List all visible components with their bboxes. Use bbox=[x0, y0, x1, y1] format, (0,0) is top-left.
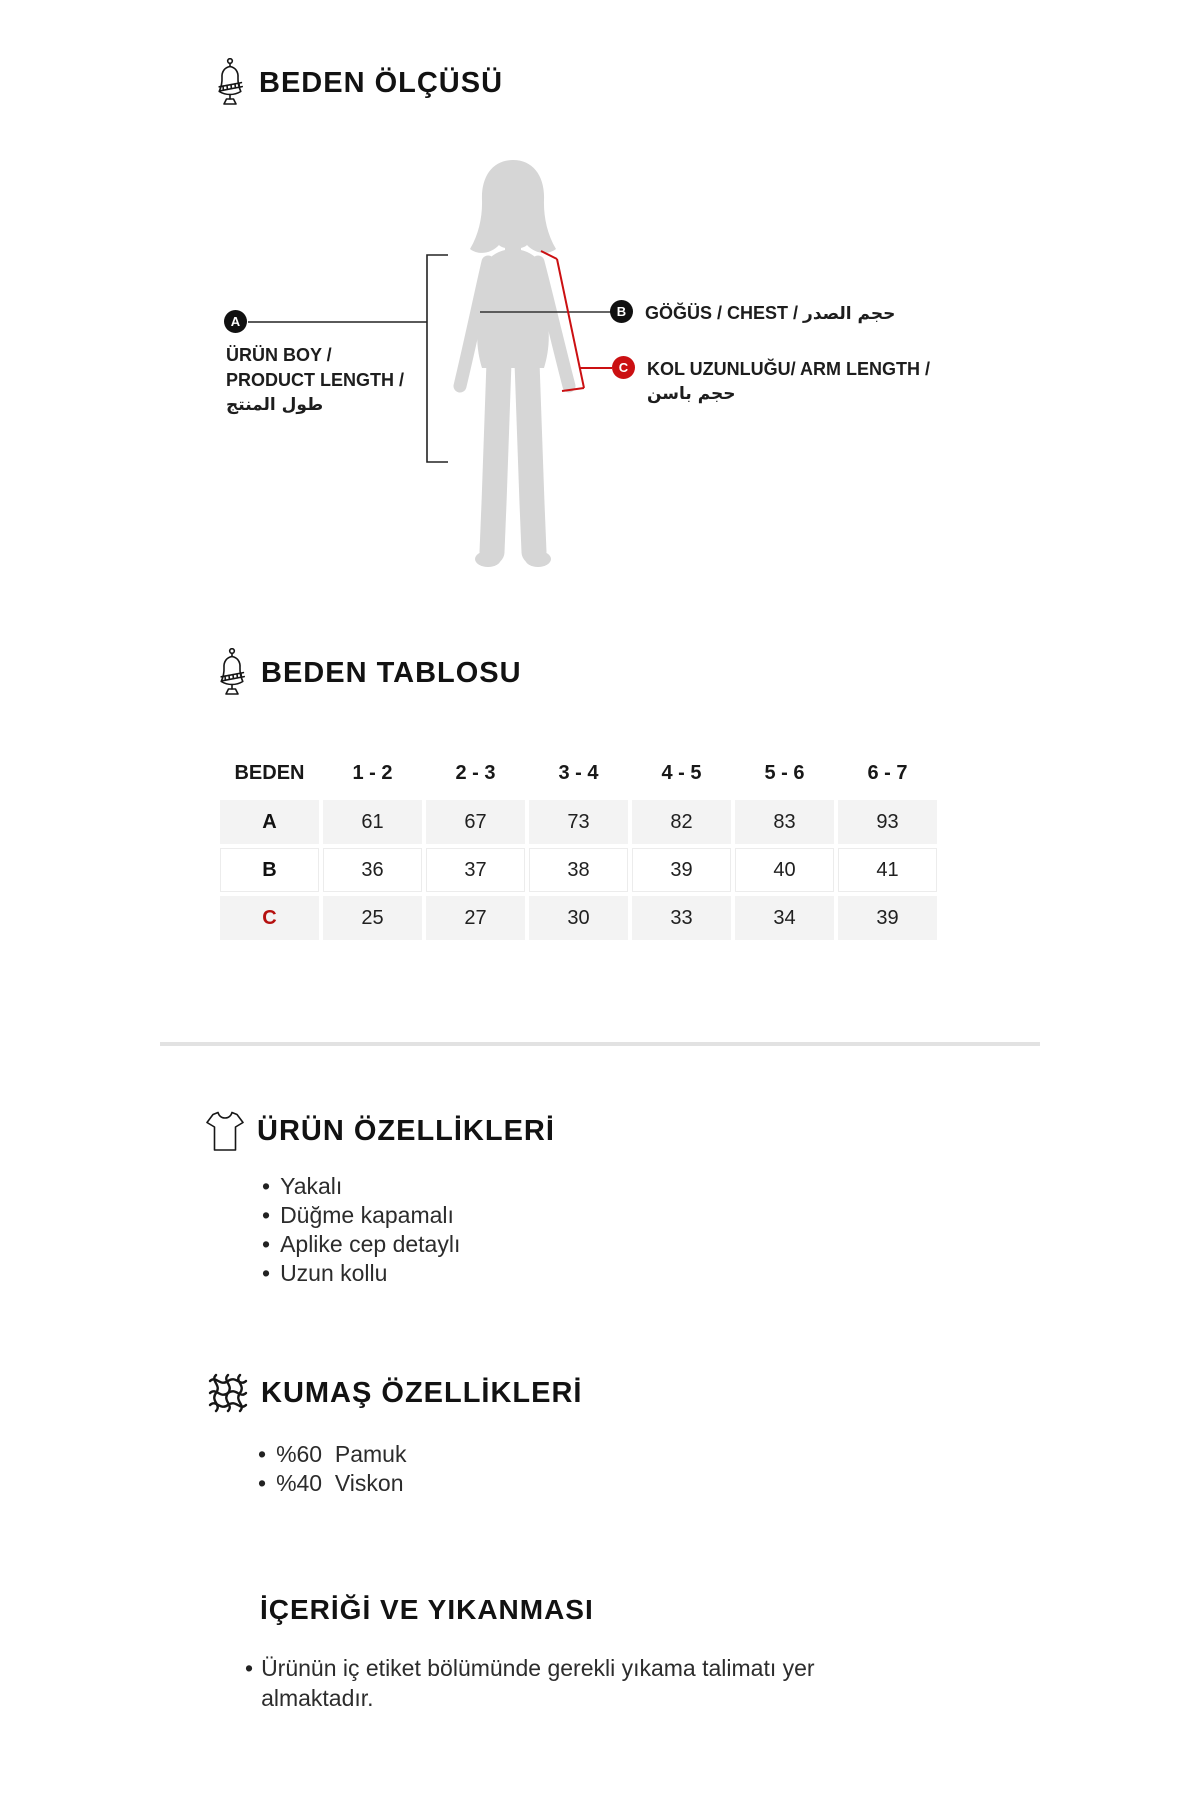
table-row-c bbox=[220, 896, 937, 940]
cell: 93 bbox=[838, 800, 937, 844]
feature-text: Düğme kapamalı bbox=[280, 1202, 454, 1228]
cell: 39 bbox=[632, 848, 731, 892]
cell: 27 bbox=[426, 896, 525, 940]
table-row-b bbox=[220, 848, 937, 892]
size-table-title: BEDEN TABLOSU bbox=[261, 656, 522, 689]
label-product-length-en: PRODUCT LENGTH / bbox=[226, 370, 404, 390]
cell: 34 bbox=[735, 896, 834, 940]
point-a-letter: A bbox=[230, 314, 241, 329]
bullet: • bbox=[258, 1470, 267, 1496]
label-product-length-tr: ÜRÜN BOY / bbox=[226, 345, 332, 365]
cell: 37 bbox=[426, 848, 525, 892]
cell: 67 bbox=[426, 800, 525, 844]
row-label: C bbox=[220, 896, 319, 940]
list-item bbox=[262, 1230, 460, 1259]
feature-text: Uzun kollu bbox=[280, 1260, 388, 1286]
fabric-features-title: KUMAŞ ÖZELLİKLERİ bbox=[261, 1376, 583, 1409]
row-label: A bbox=[220, 800, 319, 844]
product-features-list bbox=[262, 1172, 460, 1288]
bullet: • bbox=[262, 1260, 271, 1286]
label-arm-length-text: KOL UZUNLUĞU/ ARM LENGTH / bbox=[647, 359, 930, 379]
label-product-length bbox=[226, 343, 404, 418]
list-item bbox=[245, 1653, 906, 1713]
list-item bbox=[262, 1172, 460, 1201]
point-c-letter: C bbox=[618, 360, 629, 375]
fabric-weave-icon bbox=[207, 1372, 249, 1414]
cell: 61 bbox=[323, 800, 422, 844]
cell: 41 bbox=[838, 848, 937, 892]
feature-text: Yakalı bbox=[280, 1173, 343, 1199]
fabric-text: %60 Pamuk bbox=[276, 1441, 407, 1467]
row-label: B bbox=[220, 848, 319, 892]
point-c-badge bbox=[612, 356, 635, 379]
size-measure-header bbox=[213, 58, 503, 108]
fabric-features-header bbox=[207, 1372, 583, 1414]
bullet: • bbox=[245, 1655, 254, 1681]
cell: 39 bbox=[838, 896, 937, 940]
cell: 82 bbox=[632, 800, 731, 844]
cell: 73 bbox=[529, 800, 628, 844]
bullet: • bbox=[262, 1173, 271, 1199]
label-product-length-ar: طول المنتج bbox=[226, 395, 324, 415]
label-chest-ar: حجم الصدر bbox=[803, 304, 896, 324]
cell: 83 bbox=[735, 800, 834, 844]
bullet: • bbox=[258, 1441, 267, 1467]
cell: 33 bbox=[632, 896, 731, 940]
point-b-letter: B bbox=[616, 304, 627, 319]
list-item bbox=[262, 1201, 460, 1230]
feature-text: Aplike cep detaylı bbox=[280, 1231, 461, 1257]
care-list bbox=[245, 1653, 906, 1713]
measurement-diagram bbox=[0, 130, 1200, 610]
size-table-header bbox=[215, 648, 522, 698]
list-item bbox=[262, 1259, 460, 1288]
point-a-badge bbox=[224, 310, 247, 333]
point-b-badge bbox=[610, 300, 633, 323]
tshirt-icon bbox=[205, 1110, 245, 1152]
cell: 40 bbox=[735, 848, 834, 892]
label-arm-length bbox=[647, 357, 930, 407]
mannequin-icon bbox=[215, 648, 249, 698]
cell: 30 bbox=[529, 896, 628, 940]
label-chest-text: GÖĞÜS / CHEST / bbox=[645, 303, 799, 323]
col-header: 4 - 5 bbox=[661, 761, 702, 784]
care-header bbox=[260, 1594, 594, 1626]
size-table bbox=[216, 746, 941, 944]
product-features-header bbox=[205, 1110, 555, 1152]
cell: 38 bbox=[529, 848, 628, 892]
measurement-lines bbox=[0, 130, 1200, 610]
label-chest bbox=[645, 301, 895, 327]
mannequin-icon bbox=[213, 58, 247, 108]
cell: 36 bbox=[323, 848, 422, 892]
size-measure-title: BEDEN ÖLÇÜSÜ bbox=[259, 66, 504, 99]
col-header: 6 - 7 bbox=[867, 761, 908, 784]
col-header: 3 - 4 bbox=[558, 761, 599, 784]
col-header: 1 - 2 bbox=[352, 761, 393, 784]
list-item bbox=[258, 1469, 406, 1498]
table-row-a bbox=[220, 800, 937, 844]
section-divider bbox=[160, 1042, 1040, 1046]
care-text: Ürünün iç etiket bölümünde gerekli yıkama talimatı yer almaktadır. bbox=[261, 1655, 815, 1711]
cell: 25 bbox=[323, 896, 422, 940]
col-header: BEDEN bbox=[234, 761, 305, 784]
fabric-text: %40 Viskon bbox=[276, 1470, 404, 1496]
bullet: • bbox=[262, 1202, 271, 1228]
bullet: • bbox=[262, 1231, 271, 1257]
list-item bbox=[258, 1440, 406, 1469]
label-arm-length-ar: حجم باسن bbox=[647, 384, 736, 404]
col-header: 2 - 3 bbox=[455, 761, 496, 784]
col-header: 5 - 6 bbox=[764, 761, 805, 784]
product-features-title: ÜRÜN ÖZELLİKLERİ bbox=[257, 1114, 555, 1147]
fabric-features-list bbox=[258, 1440, 406, 1498]
care-title: İÇERİĞİ VE YIKANMASI bbox=[260, 1594, 594, 1625]
size-table-head-row bbox=[220, 750, 937, 796]
